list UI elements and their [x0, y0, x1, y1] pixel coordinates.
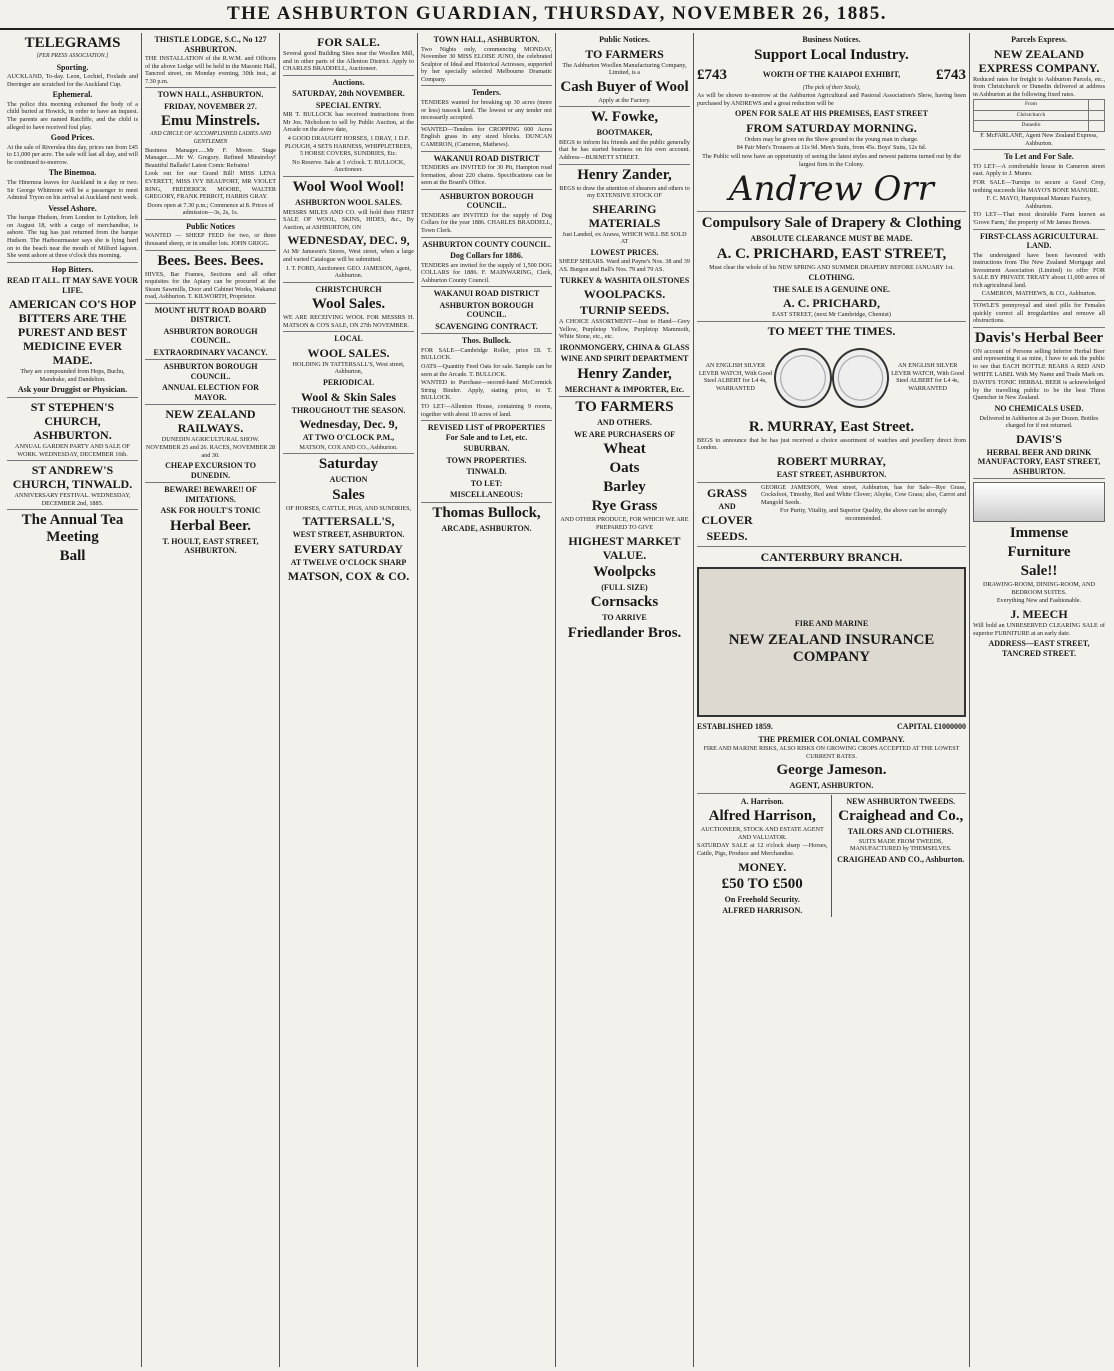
purity: For Purity, Vitality, and Superior Quality, the above can be strongly recommended. [780, 507, 947, 522]
watch-ad [697, 339, 966, 417]
hop-read: READ IT ALL. IT MAY SAVE YOUR LIFE. [7, 276, 138, 295]
watch-left-text: AN ENGLISH SILVER LEVER WATCH, With Good Steel ALBERT for L4 4s, WARRANTED [698, 362, 772, 392]
emu-minstrels: Emu Minstrels. [161, 113, 260, 130]
column-public-notices [556, 33, 694, 1367]
sec-ephemeral: Ephemeral. [52, 90, 93, 100]
absolute-clearance: ABSOLUTE CLEARANCE MUST BE MADE. [750, 234, 913, 244]
saturday-sale: SATURDAY SALE at 12 o'clock sharp —Horses, Cattle, Pigs, Produce and Merchandise. [697, 842, 828, 857]
insurance-row [697, 720, 966, 733]
trousers: 84 Pair Men's Trousers at 11s 9d. Men's Suits, from 45s. Boys' Suits, 12s 6d. [736, 144, 927, 152]
harrison-sig: ALFRED HARRISON. [722, 906, 803, 916]
seeds-ad [697, 484, 966, 548]
auctioneer: AUCTIONEER, STOCK AND ESTATE AGENT AND VALUATOR. [700, 826, 824, 841]
public-notices: Public Notices [186, 221, 235, 231]
lowest-prices: LOWEST PRICES. [590, 247, 659, 257]
orders-given: Orders may be given on the Show ground to the young man in charge. [744, 135, 919, 143]
abc-heading: ASHBURTON BOROUGH COUNCIL. [439, 191, 534, 211]
hop-compounded: They are compounded from Hops, Buchu, Mandrake, and Dandelion. [20, 368, 125, 383]
to-let-allenton: TO LET—Allenton House, containing 9 rooms, together with about 10 acres of land. [421, 403, 552, 421]
table-dunedin: Dunedin [974, 121, 1089, 132]
sec-hinemoa: The Binemoa. [48, 168, 97, 178]
pn-heading: Public Notices. [599, 35, 650, 44]
nz-express: NEW ZEALAND EXPRESS COMPANY. [978, 46, 1100, 75]
from-saturday: FROM SATURDAY MORNING. [746, 120, 917, 135]
two-oclock: AT TWO O'CLOCK P.M., [302, 433, 395, 443]
column-meetings [142, 33, 280, 1367]
emu-date: FRIDAY, NOVEMBER 27. [164, 101, 257, 111]
clover: CLOVER [701, 513, 753, 528]
local: LOCAL [334, 334, 363, 344]
cheap-excursion: CHEAP EXCURSION TO DUNEDIN. [145, 461, 276, 483]
kaiapoi: WORTH OF THE KAIAPOI EXHIBIT, [762, 70, 901, 80]
rye-grass: Rye Grass [591, 498, 658, 515]
to-farmers: TO FARMERS [585, 46, 664, 61]
andrew-orr-signature: Andrew Orr [697, 169, 966, 212]
matson-footer: MATSON, COX & CO. [287, 569, 410, 584]
town-hall-2: TOWN HALL, ASHBURTON. [433, 35, 540, 44]
clothing: CLOTHING. [808, 273, 855, 283]
table-chch: Christchurch [974, 110, 1089, 121]
fs-oats: OATS—Quantity Feed Oats for sale. Sample can be seen at the Arcade. T. BULLOCK. [421, 363, 552, 378]
st-andrews-heading: ST ANDREW'S CHURCH, TINWALD. [12, 463, 133, 492]
furniture-sale: Sale!! [1020, 563, 1058, 580]
established: ESTABLISHED 1859. [697, 722, 773, 732]
to-let-heading: TO LET: [470, 478, 503, 488]
wool-sub: ASHBURTON WOOL SALES. [295, 198, 402, 208]
table-from: From [974, 100, 1089, 111]
dunedin-show: DUNEDIN AGRICULTURAL SHOW. NOVEMBER 25 and 26. RACES, NOVEMBER 28 and 30. [145, 436, 276, 459]
special-entry: SPECIAL ENTRY. [315, 100, 382, 110]
local-wool-sales: WOOL SALES. [307, 345, 390, 360]
grass: GRASS [706, 485, 747, 500]
wakanui-road-2: WAKANUI ROAD DISTRICT [433, 289, 540, 299]
column-auctions [280, 33, 418, 1367]
bees-body: HIVES, Bar Frames, Sections and all other requisites for the Apiary can be procured at the Steam Sawmills, Door and Cabinet Works, Wakanui road, Ashburton. T. KILWORTH, Proprietor. [145, 271, 276, 304]
friedlander: Friedlander Bros. [567, 624, 682, 641]
columns [4, 33, 1110, 1367]
price-right: £743 [936, 66, 966, 83]
to-arrive: TO ARRIVE [602, 613, 647, 623]
beware: BEWARE! BEWARE!! OF IMITATIONS. [164, 485, 257, 504]
cornsacks: Cornsacks [590, 594, 659, 611]
throughout-season: THROUGHOUT THE SEASON. [291, 405, 406, 415]
craighead-block [836, 795, 967, 917]
abc-body: TENDERS are INVITED for the supply of Dog Collars for the year 1886. CHARLES BRADDELL, Town Clerk. [421, 212, 552, 238]
hop-ask: Ask your Druggist or Physician. [7, 385, 138, 398]
every-saturday: EVERY SATURDAY [294, 541, 403, 556]
furniture: Furniture [1007, 544, 1071, 561]
gj-agent: AGENT, ASHBURTON. [697, 781, 966, 794]
tinwald: TINWALD. [466, 467, 507, 477]
suits-made: SUITS MADE FROM TWEEDS, MANUFACTURED by THEMSELVES. [850, 837, 952, 853]
tea-meeting: The Annual Tea Meeting [21, 512, 124, 546]
scavenging: SCAVENGING CONTRACT. [421, 322, 552, 335]
tailors: TAILORS AND CLOTHIERS. [847, 827, 954, 837]
sheep-shears: SHEEP SHEARS. Ward and Payne's Nos. 38 and 39 AS. Burgon and Ball's Nos. 79 and 79 AS. [559, 258, 690, 274]
auctions-heading: Auctions. [332, 77, 365, 87]
risks: FIRE AND MARINE RISKS, ALSO RISKS ON GROWING CROPS ACCEPTED AT THE LOWEST CURRENT RATES. [703, 745, 960, 760]
other-produce: AND OTHER PRODUCE, FOR WHICH WE ARE PREPARED TO GIVE [560, 516, 689, 531]
and-others: AND OTHERS. [597, 418, 652, 428]
support-local: Support Local Industry. [754, 46, 909, 63]
matson-cox: MATSON, COX AND CO., Ashburton. [283, 444, 414, 455]
page-title: THE ASHBURTON GUARDIAN, THURSDAY, NOVEMBER 26, 1885. [226, 3, 888, 24]
zander-body: BEGS to draw the attention of shearers and others to my EXTENSIVE STOCK OF [559, 184, 690, 200]
body-sporting: AUCKLAND, To-day. Leon, Lochiel, Foxlade and Derringer are scratched for the Auckland Cup. [7, 73, 138, 88]
auction-date: SATURDAY, 28th NOVEMBER. [292, 89, 405, 99]
fire-marine: FIRE AND MARINE [794, 619, 869, 629]
west-street: WEST STREET, ASHBURTON. [292, 530, 405, 540]
first-class-land: FIRST-CLASS AGRICULTURAL LAND. [980, 231, 1098, 250]
compulsory-sale: Compulsory Sale of Drapery & Clothing [701, 215, 962, 232]
hoult-address: T. HOULT, EAST STREET, ASHBURTON. [162, 536, 259, 556]
just-landed: Just Landed, ex Arawa, WHICH WILL BE SOLD AT [562, 230, 687, 246]
turnip-body: A CHOICE ASSORTMENT—Just to Hand—Grey Yellow, Purpletop Yellow, Purpletop Mammoth, White Stone, etc., etc. [559, 318, 690, 341]
money: MONEY. [738, 859, 787, 874]
merchant-importer: MERCHANT & IMPORTER, Etc. [559, 385, 690, 398]
show-body: As will be shown to-morrow at the Ashburton Agricultural and Pastoral Association's Show, having been purchased by ANDREWS and a great reduction will be [697, 92, 966, 107]
wool-sales: Wool Sales. [311, 296, 386, 313]
wool-skin-sales: Wool & Skin Sales [300, 389, 397, 404]
body-good-prices: At the sale of Riverslea this day, prices ran from £45 to £1,000 per acre. The sale will last all day, and will be continued to-morrow. [7, 143, 138, 166]
fs-turnips: FOR SALE—Turnips to secure a Good Crop, nothing succeeds like MAYO'S BONE MANURE. [973, 178, 1105, 194]
turnip-seeds: TURNIP SEEDS. [579, 303, 670, 318]
twelve-oclock: AT TWELVE O'CLOCK SHARP [290, 557, 407, 567]
ball: Ball [59, 548, 86, 565]
tenders: Tenders. [471, 88, 502, 98]
jameson-seeds: GEORGE JAMESON, West street, Ashburton, has for Sale—Rye Grass, Cocksfoot, Timothy, Red and White Clover; Alsyke, Cow Grass; also, Carrot and Mangold Seeds. [761, 483, 966, 506]
wool-body2: At Mr Jameson's Stores, West street, when a large and varied Catalogue will be submitted. [283, 248, 414, 263]
everything-new: Everything New and Fashionable. [996, 597, 1082, 605]
murray: R. MURRAY, East Street. [748, 418, 915, 435]
tenders-body: TENDERS wanted for breaking up 30 acres (more or less) tussock land. The lowest or any tender not necessarily accepted. [421, 99, 552, 125]
wool-wool: Wool Wool Wool! [292, 179, 405, 196]
woolpacks: WOOLPACKS. [583, 287, 666, 302]
bullock-body: MR T. BULLOCK has received instructions from Mr Jos. Nicholson to sell by Public Auction, at the Arcade on the above date, [283, 111, 414, 134]
davis-body: ON account of Persons selling Inferior Herbal Beer and representing it as mine, I have to ask the public to see that EACH BOTTLE BEARS A RED AND WHITE LABEL With My Name and Trade Mark on. [973, 347, 1105, 378]
acc-body: TENDERS are invited for the supply of 1,500 DOG COLLARS for 1886. F. MAINWARING, Clerk, Ashburton County Council. [421, 262, 552, 288]
column-business-notices [694, 33, 970, 1367]
prichard-2: A. C. PRICHARD, [783, 296, 880, 311]
prichard: A. C. PRICHARD, EAST STREET, [716, 245, 947, 262]
fs-binder: WANTED to Purchase—second-hand McCormick String Binder. Apply, stating price, to T. BULLOCK. [421, 379, 552, 402]
watch-icon [774, 348, 832, 408]
matson-wool: WE ARE RECEIVING WOOL FOR MESSRS H. MATSON & CO'S SALE, ON 27th NOVEMBER. [283, 314, 414, 332]
emu-body: Business Manager......Mr F. Moore. Stage Manager......Mr W. Gregory. Refined Minstrelsy! Beautiful Ballads! Latest Comic Refrains! [145, 146, 276, 169]
apply-factory: Apply at the Factory. [559, 97, 690, 108]
davis-manufactory: HERBAL BEER AND DRINK MANUFACTORY, EAST STREET, ASHBURTON. [973, 448, 1105, 480]
tenders-cropping: WANTED—Tenders for CROPPING 600 Acres English grass in any sized blocks. DUNCAN CAMERON, (Cameron, Mathews). [421, 126, 552, 152]
emu-body2: Look out for our Grand Bill! MISS LENA EVERETT, MISS IVY BEAUFORT, MR VIOLET RING, FREDERICK MOORE, WALTER GREGORY, FRANK PERROT, HARRIS GRAY. [145, 170, 276, 201]
woolpacks-2: Woolpcks [593, 563, 656, 580]
mayo: F. C. MAYO, Hampstead Manure Factory, Ashburton. [986, 195, 1092, 210]
premier-colonial: THE PREMIER COLONIAL COMPANY. [758, 734, 905, 744]
drawing-room: DRAWING-ROOM, DINING-ROOM, AND BEDROOM SUITES. [983, 581, 1095, 596]
meech-address: ADDRESS—EAST STREET, TANCRED STREET. [988, 639, 1090, 658]
body-vessel-ashore: The barque Hudson, from London to Lyttelton, left on August 18, with a cargo of merchandise, is ashore. The tug has just returned from the barque Hudson. The Harbourmaster says she is lying hard on to the beach near the mouth of Milford lagoon. She went ashore at three o'clock this morning. [7, 214, 138, 263]
genuine-sale: THE SALE IS A GENUINE ONE. [773, 284, 890, 294]
prichard-address: EAST STREET, (next Mr Cambridge, Chemist) [697, 311, 966, 322]
freehold: On Freehold Security. [724, 894, 800, 904]
town-properties: TOWN PROPERTIES. [446, 455, 527, 465]
bootmaker: BOOTMAKER, [596, 128, 653, 138]
watch-right-text: AN ENGLISH SILVER LEVER WATCH, With Good Steel ALBERT for L4 4s, WARRANTED [891, 362, 965, 392]
wool-body: MESSRS MILES AND CO. will hold their FIRST SALE OF WOOL, SKINS, HIDES, &c., By Auction, at ASHBURTON, ON [283, 208, 414, 231]
emu-doors: Doors open at 7.30 p.m.; Commence at 8. Prices of admission—3s, 2s, 1s. [145, 202, 276, 220]
zander-2: Henry Zander, [577, 365, 672, 382]
council-2: ASHBURTON BOROUGH COUNCIL. [163, 362, 258, 381]
fowke: W. Fowke, [590, 109, 659, 126]
ironmongery: IRONMONGERY, CHINA & GLASS [559, 342, 690, 352]
saturday: Saturday [318, 456, 379, 473]
a-harrison: A. Harrison. [740, 796, 784, 806]
telegrams-sub: [PER PRESS ASSOCIATION.] [36, 53, 109, 59]
craighead-sig: CRAIGHEAD AND CO., Ashburton. [837, 854, 965, 864]
seeds: SEEDS. [706, 529, 748, 544]
sales-word: Sales [332, 486, 365, 503]
sec-sporting: Sporting. [56, 62, 89, 72]
davis-herbal: Davis's Herbal Beer [974, 329, 1104, 346]
wed-dec-9: Wednesday, Dec. 9, [299, 417, 398, 432]
price-row [697, 65, 966, 85]
no-chemicals: NO CHEMICALS USED. [994, 404, 1084, 413]
sec-vessel-ashore: Vessel Ashore. [48, 203, 97, 213]
wool-ford: J. T. FORD, Auctioneer. GEO. JAMESON, Agent, Ashburton. [283, 265, 414, 283]
bottom-split [697, 795, 966, 917]
body-hinemoa: The Hinemoa leaves for Auckland in a day or two. Sir George Whitmore will be a passenger to meet Admiral Tryon on his arrival at Auckland next week. [7, 178, 138, 202]
herbal-beer: Herbal Beer. [169, 517, 252, 534]
and: AND [718, 501, 736, 511]
town-hall-body: Two Nights only, commencing MONDAY, November 30 MISS ELOISE JUNO, the celebrated Sculptor of Ideal and Historical Actresses, supported by her specially selected Melbourne Dramatic Company. [421, 46, 552, 87]
arcade-ashburton: ARCADE, ASHBURTON. [441, 523, 532, 533]
harrison-block [697, 795, 832, 917]
column-tenders [418, 33, 556, 1367]
first-class-body: The undersigned have been favoured with instructions from The New Zealand Mortgage and Investment Association (Limited) to offer FOR SALE BY PRIVATE TREATY about 11,000 acres of rich agricultural land. [973, 251, 1105, 289]
no-reserve: No Reserve. Sale at 1 o'clock. T. BULLOCK, Auctioneer. [283, 159, 414, 177]
lodge-body: THE INSTALLATION of the R.W.M. and Officers of the above Lodge will be held in the Masonic Hall, Tancred street, on Monday evening, 30th inst., at 7.30 p.m. [145, 55, 276, 88]
horses-cattle: OF HORSES, CATTLE, PIGS, AND SUNDRIES, [285, 504, 412, 512]
christchurch: CHRISTCHURCH [315, 284, 382, 294]
thos-bullock: Thos. Bullock. [461, 336, 512, 346]
murray-body: BEGS to announce that he has just received a choice assortment of watches and jewellery direct from London. [697, 436, 966, 452]
bn-heading: Business Notices. [802, 35, 861, 44]
shearing-materials: SHEARING MATERIALS [588, 201, 661, 230]
open-for-sale: OPEN FOR SALE AT HIS PREMISES, EAST STREET [735, 109, 928, 119]
suburban: SUBURBAN. [463, 444, 510, 454]
column-telegrams [4, 33, 142, 1367]
mount-hutt: MOUNT HUTT ROAD BOARD DISTRICT. [154, 305, 267, 325]
clearing-sale: Will hold an UNRESERVED CLEARING SALE of superior FURNITURE at an early date. [973, 621, 1105, 637]
annual-election: ANNUAL ELECTION FOR MAYOR. [145, 383, 276, 405]
delivered: Delivered in Ashburton at 2s per Dozen. Bottles charged for if not returned. [979, 414, 1099, 430]
public-opportunity: The Public will now have an opportunity of seeing the latest styles and newest patterns turned out by the largest firm in the Colony. [702, 152, 961, 168]
for-sale-body: Several good Building Sites near the Woollen Mill, and in other parts of the Allenton District. Apply to CHARLES BRADDELL, Auctioneer. [283, 50, 414, 76]
meet-times: TO MEET THE TIMES. [767, 323, 896, 338]
cash-buyer: Cash Buyer of Wool [560, 78, 689, 95]
nz-insurance-company: NEW ZEALAND INSURANCE COMPANY [728, 631, 935, 665]
rates-table [973, 99, 1105, 132]
sleigh-illustration [973, 482, 1105, 522]
fowke-body: BEGS to inform his friends and the public generally that he has started business on his own account. Address—BURNETT STREET. [559, 139, 690, 165]
george-jameson: George Jameson. [776, 762, 887, 779]
column-parcels [970, 33, 1108, 1367]
telegrams-heading: TELEGRAMS [24, 35, 121, 51]
seeds-words [697, 484, 757, 545]
lodge-heading: THISTLE LODGE, S.C., No 127 ASHBURTON. [154, 35, 267, 54]
ask-houlds: ASK FOR HOULT'S TONIC [160, 506, 261, 516]
masthead [0, 0, 1114, 30]
davis-2: DAVIS'S [1016, 431, 1062, 446]
highest-market: HIGHEST MARKET VALUE. [568, 533, 681, 562]
to-farmers-2: TO FARMERS [575, 399, 674, 416]
thomas-bullock: Thomas Bullock, [432, 504, 541, 521]
periodical: PERIODICAL [322, 378, 375, 388]
money-amount: £50 TO £500 [721, 875, 803, 892]
oats: Oats [609, 460, 640, 477]
barley: Barley [603, 479, 646, 496]
dog-collars: Dog Collars for 1886. [450, 251, 523, 261]
sec-hop-bitters: Hop Bitters. [51, 264, 94, 274]
extra-vacancy: EXTRAORDINARY VACANCY. [145, 348, 276, 361]
davis-body-2: DAVIS'S TONIC HERBAL BEER is acknowledged by the travelling public to be the best Thirst Quencher in New Zealand. [973, 379, 1105, 402]
towle-pills: TOWLE'S pennyroyal and steel pills for Females quickly correct all irregularities and remove all obstructions. [973, 302, 1105, 328]
robert-murray: ROBERT MURRAY, [777, 454, 886, 469]
auction-items: 4 GOOD DRAUGHT HORSES, 1 DRAY, 1 D.F. PLOUGH, 4 SETS HARNESS, WHIPPLETREES, 5 HORSE COVERS, SUNDRIES, Etc. [284, 135, 413, 158]
zander: Henry Zander, [577, 166, 672, 183]
tattersalls-holding: HOLDING IN TATTERSALL'S, West street, Ashburton, [292, 360, 405, 376]
wheat: Wheat [603, 441, 646, 458]
meech: J. MEECH [1010, 606, 1068, 621]
alfred-harrison: Alfred Harrison, [708, 808, 816, 825]
hop-american: AMERICAN CO'S HOP BITTERS ARE THE PUREST AND BEST MEDICINE EVER MADE. [8, 297, 137, 368]
cameron-mathews: CAMERON, MATHEWS, & CO., Ashburton. [973, 290, 1105, 301]
st-stephens-body: ANNUAL GARDEN PARTY AND SALE OF WORK. WEDNESDAY, DECEMBER 16th. [7, 443, 138, 461]
bees-heading: Bees. Bees. Bees. [157, 252, 264, 269]
miscellaneous: MISCELLANEOUS: [421, 490, 552, 503]
abc-heading-2: ASHBURTON BOROUGH COUNCIL. [439, 300, 534, 320]
revised-list: REVISED LIST of PROPERTIES For Sale and to Let, etc. [427, 423, 546, 442]
woollen-company: The Ashburton Woollen Manufacturing Company, Limited, is a [562, 61, 687, 77]
sec-good-prices: Good Prices. [50, 133, 95, 143]
wine-spirit: WINE AND SPIRIT DEPARTMENT [560, 354, 689, 364]
st-andrews-body: ANNIVERSARY FESTIVAL. WEDNESDAY, DECEMBER 2nd, 1885. [7, 492, 138, 510]
wanted-sheep-feed: WANTED — SHEEP FEED for two, or three thousand sheep, or in smaller lots. JOHN GRIGG. [145, 232, 276, 250]
wakanui-body: TENDERS are INVITED for 30 Pit, Hampton road formation, about 220 chains. Specifications can be seen at the Board's Office. [421, 164, 552, 190]
new-tweeds: NEW ASHBURTON TWEEDS. [846, 796, 956, 806]
immense: Immense [1009, 525, 1069, 542]
murray-address: EAST STREET, ASHBURTON. [697, 470, 966, 483]
for-sale: FOR SALE. [317, 35, 380, 49]
prichard-body: Must clear the whole of his NEW SPRING AND SUMMER DRAPERY BEFORE JANUARY 1st. [709, 263, 954, 271]
wakanui-road: WAKANUI ROAD DISTRICT [433, 153, 540, 163]
acc-heading: ASHBURTON COUNTY COUNCIL. [422, 239, 551, 249]
seeds-body-wrap [761, 484, 966, 545]
price-left: £743 [697, 66, 727, 83]
mcfarlane: F. McFARLANE, Agent New Zealand Express, Ashburton. [973, 132, 1105, 150]
grove-farm: TO LET—That most desirable Farm known as 'Grove Farm,' the property of Mr James Brown. [973, 211, 1105, 229]
watch-icon-2 [832, 348, 890, 408]
craighead: Craighead and Co., [838, 808, 964, 825]
to-let-for-sale: To Let and For Sale. [1004, 152, 1074, 162]
pick-of-stock: (The pick of their Stock), [802, 84, 861, 91]
capital: CAPITAL £1000000 [897, 722, 966, 732]
purchasers: WE ARE PURCHASERS OF [573, 429, 676, 439]
oilstones: TURKEY & WASHITA OILSTONES [559, 275, 690, 285]
auction-word: AUCTION [329, 475, 368, 485]
body-ephemeral: The police this morning exhumed the body of a child buried at Howick, in order to have an inquest. The parents are named Ratcliffe, and the child is alleged to have received foul play. [7, 100, 138, 131]
town-hall: TOWN HALL, ASHBURTON. [157, 90, 264, 100]
wool-date: WEDNESDAY, DEC. 9, [287, 233, 410, 248]
nz-railways: NEW ZEALAND RAILWAYS. [165, 407, 256, 436]
canterbury-branch: CANTERBURY BRANCH. [760, 550, 903, 565]
tattersalls: TATTERSALL'S, [302, 514, 395, 529]
emu-sub: AND CIRCLE OF ACCOMPLISHED LADIES AND GENTLEMEN [149, 131, 272, 145]
st-stephens-heading: ST STEPHEN'S CHURCH, ASHBURTON. [30, 399, 115, 442]
to-let-1: TO LET—A comfortable house in Cameron street east. Apply to J. Munro. [973, 162, 1105, 178]
reduced-rates: Reduced rates for freight to Ashburton Parcels, etc., from Christchurch or Dunedin delivered at address in Ashburton at the following fixed rates. [973, 75, 1105, 98]
parcels-express: Parcels Express. [1011, 35, 1067, 44]
fs-roller: FOR SALE—Cambridge Roller, price £8. T. BULLOCK. [421, 346, 552, 362]
council-1: ASHBURTON BOROUGH COUNCIL. [163, 326, 258, 346]
full-size: (FULL SIZE) [601, 582, 648, 592]
insurance-engraving [697, 567, 966, 717]
